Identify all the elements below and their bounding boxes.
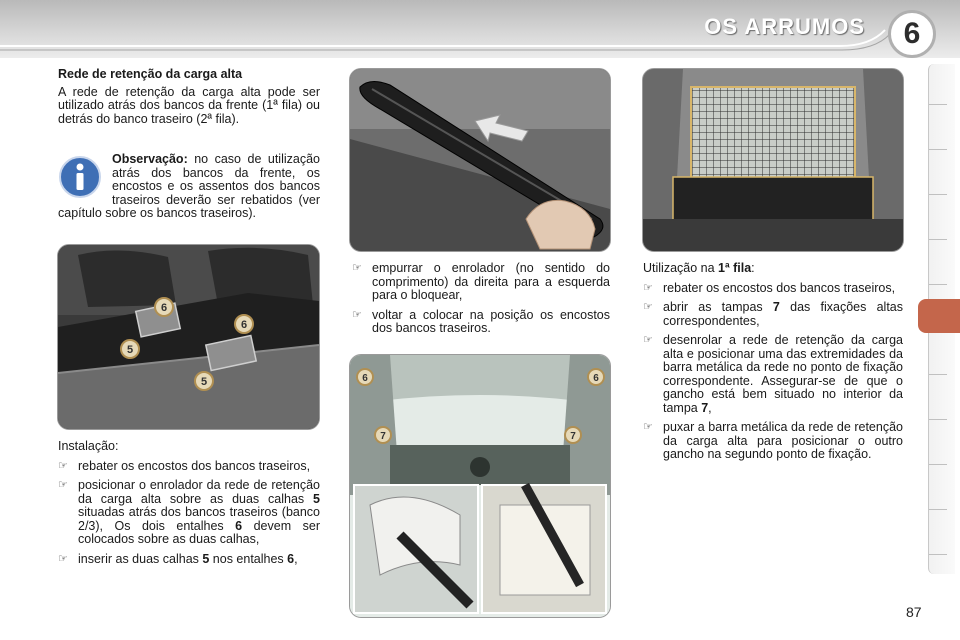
chapter-title: OS ARRUMOS [704, 14, 865, 39]
callout-label: 5 [200, 376, 208, 388]
note-text: no caso de utilização atrás dos bancos da frente, os encostos e os assentos dos bancos traseiros deverão ser rebatidos (ver capítulo sobre os bancos traseiros). [58, 152, 320, 220]
callout-7a [375, 427, 391, 443]
pointing-hand-icon: ☞ [58, 552, 68, 565]
column-right [643, 262, 903, 462]
tab-divider [929, 284, 947, 285]
callout-label: 5 [126, 344, 134, 356]
chapter-number-badge: 6 [888, 10, 936, 58]
callout-label: 6 [160, 302, 168, 314]
callout-5a [121, 340, 139, 358]
column-middle [352, 262, 610, 336]
pointing-hand-icon: ☞ [352, 262, 362, 274]
pointing-hand-icon: ☞ [352, 308, 362, 321]
svg-text:6: 6 [362, 373, 368, 384]
pointing-hand-icon: ☞ [643, 334, 653, 346]
roof-fixing-photo [349, 354, 611, 618]
callout-7b [565, 427, 581, 443]
list-item: ☞ voltar a colocar na posição os encostos dos bancos traseiros. [352, 307, 610, 335]
tab-divider [929, 239, 947, 240]
tab-divider [929, 374, 947, 375]
column-left-top [58, 68, 320, 126]
callout-6a [155, 298, 173, 316]
svg-text:7: 7 [570, 431, 576, 442]
list-item: ☞ puxar a barra metálica da rede de retenção da carga alta para posicionar o outro gancho na segundo ponto de fixação. [643, 420, 903, 461]
usage-label: Utilização na 1ª fila: [643, 261, 755, 275]
pointing-hand-icon: ☞ [643, 421, 653, 433]
pointing-hand-icon: ☞ [58, 479, 68, 491]
info-icon [58, 155, 102, 199]
pointing-hand-icon: ☞ [58, 459, 68, 472]
svg-text:7: 7 [380, 431, 386, 442]
tab-divider [929, 464, 947, 465]
list-item: ☞ abrir as tampas 7 das fixações altas correspondentes, [643, 300, 903, 328]
active-chapter-tab[interactable] [918, 299, 960, 333]
section-heading: Rede de retenção da carga alta [58, 67, 243, 81]
list-item: ☞ inserir as duas calhas 5 nos entalhes 6, [58, 551, 298, 566]
page-number: 87 [906, 604, 922, 620]
note-label: Observação: [112, 152, 188, 166]
roller-photo [349, 68, 611, 252]
callout-6c [357, 369, 373, 385]
intro-paragraph: A rede de retenção da carga alta pode ser utilizado atrás dos bancos da frente (1ª fila) ou detrás do banco traseiro (2ª fila). [58, 84, 320, 126]
tab-divider [929, 194, 947, 195]
rails-photo [57, 244, 320, 430]
callout-5b [195, 372, 213, 390]
page-header [0, 0, 960, 58]
list-item: ☞ rebater os encostos dos bancos traseiros, [643, 280, 896, 295]
list-item: ☞ empurrar o enrolador (no sentido do comprimento) da direita para a esquerda para o bloquear, [352, 261, 610, 302]
svg-text:6: 6 [593, 373, 599, 384]
list-item: ☞ desenrolar a rede de retenção da carga alta e posicionar uma das extremidades da barra metálica da rede no ponto de fixação correspondente. Assegurar-se de que o gancho está bem situado no interior da tampa 7, [643, 333, 903, 415]
tab-divider [929, 104, 947, 105]
tab-divider [929, 149, 947, 150]
list-item: ☞ rebater os encostos dos bancos traseiros, [58, 458, 311, 473]
pointing-hand-icon: ☞ [643, 281, 653, 294]
callout-label: 6 [240, 319, 248, 331]
observation-note [58, 153, 320, 221]
net-photo [642, 68, 904, 252]
pointing-hand-icon: ☞ [643, 301, 653, 313]
callout-6d [588, 369, 604, 385]
list-item: ☞ posicionar o enrolador da rede de retenção da carga alta sobre as duas calhas 5 situadas atrás dos bancos traseiros (banco 2/3), Os dois entalhes 6 devem ser colocados sobre as duas calhas, [58, 478, 320, 546]
install-label: Instalação: [58, 439, 119, 453]
tab-divider [929, 554, 947, 555]
column-left-bottom [58, 440, 320, 566]
tab-divider [929, 419, 947, 420]
tab-divider [929, 509, 947, 510]
callout-6b [235, 315, 253, 333]
